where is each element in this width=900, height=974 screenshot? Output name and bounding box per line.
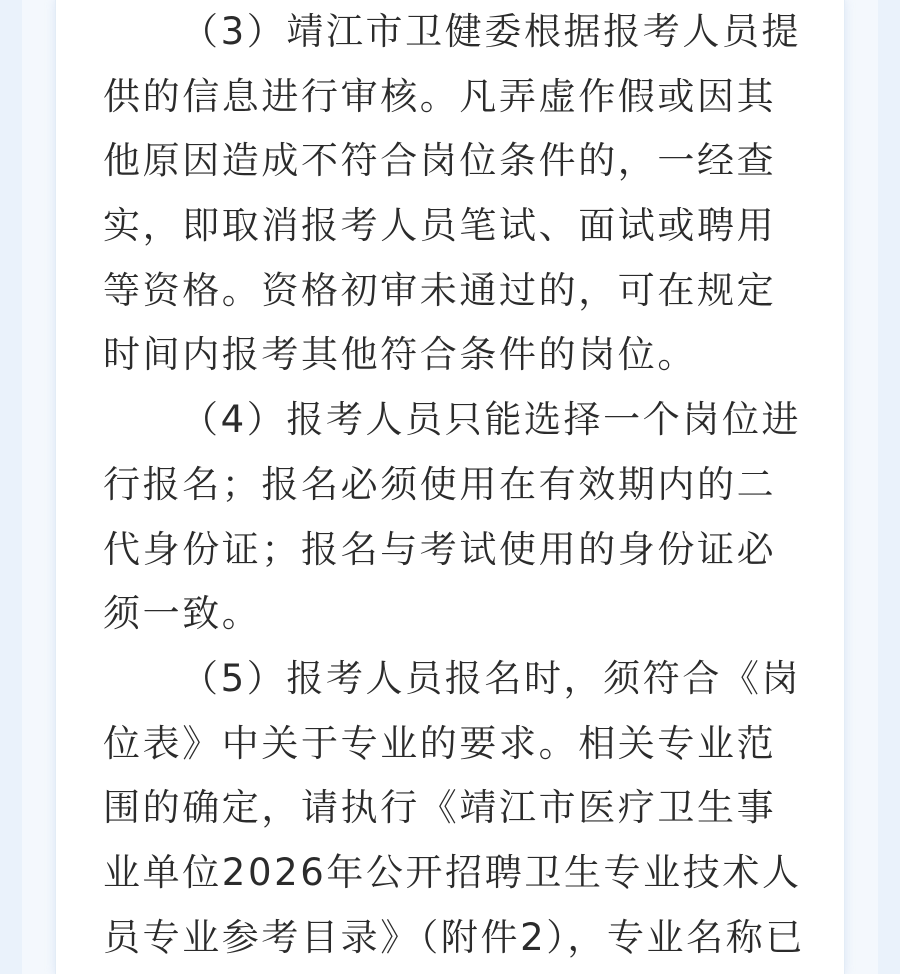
paragraph-4-line-3: 代身份证；报名与考试使用的身份证必: [103, 527, 777, 571]
paragraph-3-line-2: 供的信息进行审核。凡弄虚作假或因其: [103, 74, 777, 118]
paragraph-5-line-4: 业单位2026年公开招聘卫生专业技术人: [103, 850, 802, 894]
paragraph-5-line-2: 位表》中关于专业的要求。相关专业范: [103, 721, 777, 765]
paragraph-3-line-1: （3）靖江市卫健委根据报考人员提: [181, 10, 802, 53]
article-body: [103, 0, 803, 970]
paragraph-3-line-6: 时间内报考其他符合条件的岗位。: [103, 333, 697, 377]
paragraph-3-line-3: 他原因造成不符合岗位条件的，一经查: [103, 139, 777, 183]
paragraph-3-line-5: 等资格。资格初审未通过的，可在规定: [103, 268, 777, 312]
paragraph-5-line-3: 围的确定，请执行《靖江市医疗卫生事: [103, 786, 777, 830]
paragraph-4-line-1: （4）报考人员只能选择一个岗位进: [181, 398, 802, 442]
paragraph-5-line-5: 员专业参考目录》（附件2），专业名称已: [103, 915, 805, 959]
paragraph-3-line-4: 实，即取消报考人员笔试、面试或聘用: [103, 204, 777, 248]
paragraph-5-line-1: （5）报考人员报名时，须符合《岗: [181, 656, 802, 700]
paragraph-4-line-2: 行报名；报名必须使用在有效期内的二: [103, 462, 777, 506]
paragraph-4-line-4: 须一致。: [103, 592, 262, 636]
